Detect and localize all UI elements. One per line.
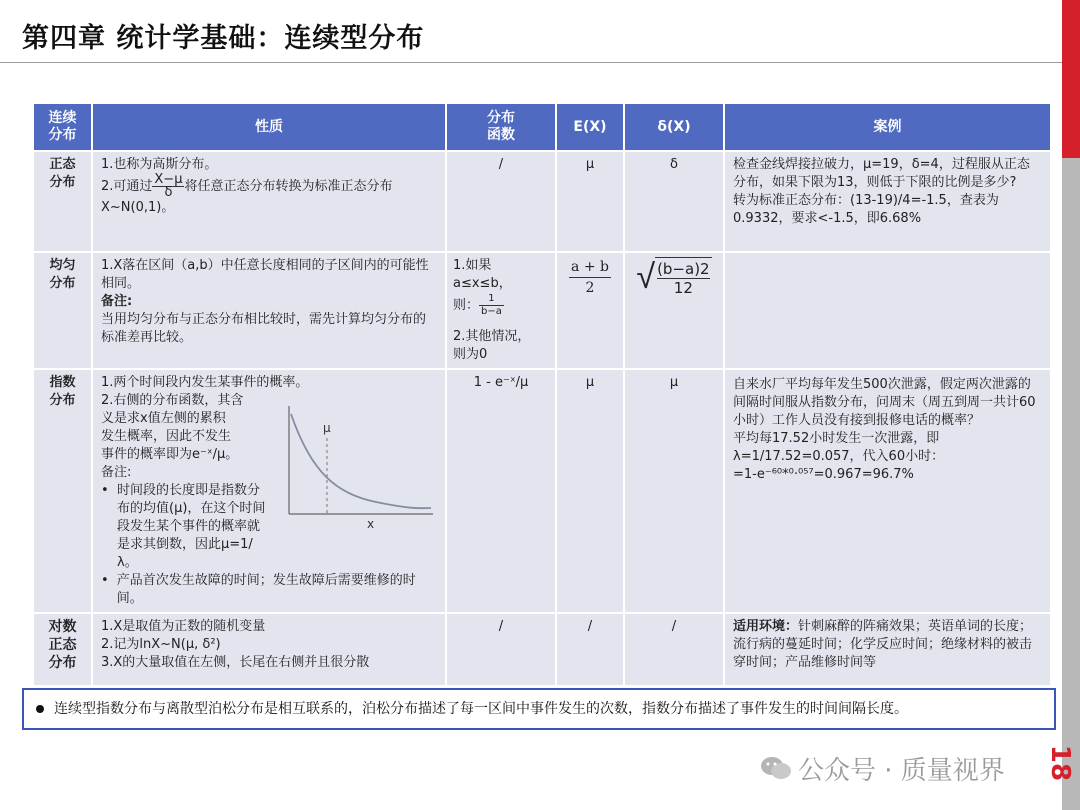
- normal-dx: δ: [625, 152, 723, 251]
- table-row-uniform: [34, 253, 1050, 368]
- normal-ex: μ: [557, 152, 623, 251]
- lognormal-prop-3: 3.X的大量取值在左侧，长尾在右侧并且很分散: [101, 655, 370, 670]
- normal-func: /: [447, 152, 555, 251]
- exponential-case: 自来水厂平均每年发生500次泄露，假定两次泄露的间隔时间服从指数分布，问周末（周五到周一共计60小时）工作人员没有接到报修电话的概率？ 平均每17.52小时发生一次泄露，即λ=1/17.52=0.057，代入60小时： =1-e⁻⁶⁰*⁰·⁰⁵⁷=0.967=96.7%: [725, 370, 1050, 612]
- lognormal-properties: [93, 614, 445, 685]
- uniform-properties: [93, 253, 445, 368]
- sqrt-denominator: 12: [673, 279, 693, 297]
- bullet-icon: [36, 705, 44, 713]
- uniform-func-1: 1.如果a≤x≤b，: [453, 258, 512, 291]
- watermark-text: 公众号 · 质量视界: [798, 756, 1005, 786]
- exp-bullet-2-text: 产品首次发生故障的时间；发生故障后需要维修的时间。: [116, 573, 416, 606]
- normal-prop-1: 1.也称为高斯分布。: [101, 157, 218, 172]
- side-bar: [1062, 158, 1080, 810]
- uniform-func-2: 2.其他情况， 则为0: [453, 329, 531, 362]
- lognormal-case-text: 针刺麻醉的阵痛效果；英语单词的长度；流行病的蔓延时间；化学反应时间；绝缘材料的被击穿时间；产品维修时间等: [733, 619, 1033, 670]
- lognormal-dx: /: [625, 614, 723, 685]
- exp-bullet-1-text: 时间段的长度即是指数分布的均值(μ)，在这个时间段发生某个事件的概率就是求其倒数，因此μ=1/λ。: [117, 483, 266, 570]
- page-number: 18: [1044, 744, 1075, 782]
- table-row-exponential: [34, 370, 1050, 612]
- fraction-denominator: δ: [164, 185, 173, 200]
- uniform-pdf-fraction: [479, 293, 504, 318]
- lognormal-ex: /: [557, 614, 623, 685]
- plot-x-label: x: [367, 517, 375, 531]
- uniform-note-label: 备注:: [101, 294, 133, 309]
- uniform-ex: [557, 253, 623, 368]
- uniform-prop-1: 1.X落在区间（a,b）中任意长度相同的子区间内的可能性相同。: [101, 258, 429, 291]
- table-row-lognormal: [34, 614, 1050, 685]
- header-props: 性质: [93, 104, 445, 150]
- sqrt-numerator: (b−a)2: [657, 260, 710, 278]
- normal-prop-3: X~N(0,1)。: [101, 200, 175, 215]
- fraction-denominator: b−a: [481, 306, 502, 317]
- exp-bullet-1: [101, 482, 437, 572]
- fraction-numerator: 1: [479, 293, 504, 306]
- header-dx: δ(X): [625, 104, 723, 150]
- header-ex: E(X): [557, 104, 623, 150]
- exp-prop-1: 1.两个时间段内发生某事件的概率。: [101, 375, 309, 390]
- exp-note-label: 备注:: [101, 465, 132, 480]
- exponential-properties: [93, 370, 445, 612]
- uniform-prop-2: 当用均匀分布与正态分布相比较时，需先计算均匀分布的标准差再比较。: [101, 312, 427, 345]
- sqrt-icon: √: [636, 257, 656, 297]
- title-divider: [0, 62, 1062, 63]
- uniform-func-then: 则：: [453, 298, 480, 313]
- lognormal-func: /: [447, 614, 555, 685]
- lognormal-prop-1: 1.X是取值为正数的随机变量: [101, 619, 266, 634]
- bullet-icon: •: [101, 483, 109, 498]
- normal-prop-2-post: 将任意正态分布转换为标准正态分布: [184, 179, 393, 194]
- normal-case: 检查金线焊接拉破力，μ=19，δ=4，过程服从正态分布，如果下限为13，则低于下限的比例是多少? 转为标准正态分布：(13-19)/4=-1.5，查表为0.9332，要求<-1.5，即6.68%: [725, 152, 1050, 251]
- fraction-numerator: a + b: [569, 257, 611, 278]
- distribution-table: [32, 102, 1052, 687]
- normal-prop-2: [101, 174, 437, 199]
- row-name-lognormal: 对数 正态 分布: [34, 614, 91, 685]
- summary-note-text: 连续型指数分布与离散型泊松分布是相互联系的，泊松分布描述了每一区间中事件发生的次数，指数分布描述了事件发生的时间间隔长度。: [54, 701, 908, 717]
- watermark: [760, 750, 1005, 788]
- exp-prop-2: 2.右侧的分布函数，其含 义是求x值左侧的累积 发生概率，因此不发生 事件的概率即为e⁻ˣ/μ。: [101, 393, 244, 462]
- normal-prop-2-pre: 2.可通过: [101, 179, 153, 194]
- exponential-dx: μ: [625, 370, 723, 612]
- page-title: 第四章 统计学基础：连续型分布: [22, 23, 425, 54]
- exponential-ex: μ: [557, 370, 623, 612]
- table-row-normal: [34, 152, 1050, 251]
- row-name-normal: 正态 分布: [34, 152, 91, 251]
- exp-bullet-2: [101, 572, 437, 608]
- uniform-dx: [625, 253, 723, 368]
- row-name-uniform: 均匀 分布: [34, 253, 91, 368]
- header-case: 案例: [725, 104, 1050, 150]
- header-func: 分布 函数: [447, 104, 555, 150]
- plot-mu-label: μ: [323, 421, 331, 435]
- fraction-denominator: 2: [585, 280, 595, 296]
- lognormal-case: [725, 614, 1050, 685]
- bullet-icon: •: [101, 573, 109, 588]
- fraction-numerator: X−μ: [154, 172, 183, 187]
- uniform-func-1b: [453, 293, 549, 318]
- accent-bar: [1062, 0, 1080, 158]
- row-name-exponential: 指数 分布: [34, 370, 91, 612]
- lognormal-case-label: 适用环境：: [733, 619, 799, 634]
- table-header-row: [34, 104, 1050, 150]
- uniform-sd-sqrt: [636, 257, 711, 297]
- summary-note: [22, 688, 1056, 730]
- wechat-icon: [760, 755, 792, 788]
- header-dist: 连续 分布: [34, 104, 91, 150]
- standardize-fraction: [152, 174, 184, 199]
- normal-properties: [93, 152, 445, 251]
- uniform-func: [447, 253, 555, 368]
- uniform-case: [725, 253, 1050, 368]
- uniform-mean-fraction: [569, 257, 611, 298]
- exponential-func: 1 - e⁻ˣ/μ: [447, 370, 555, 612]
- lognormal-prop-2: 2.记为lnX~N(μ, δ²): [101, 637, 221, 652]
